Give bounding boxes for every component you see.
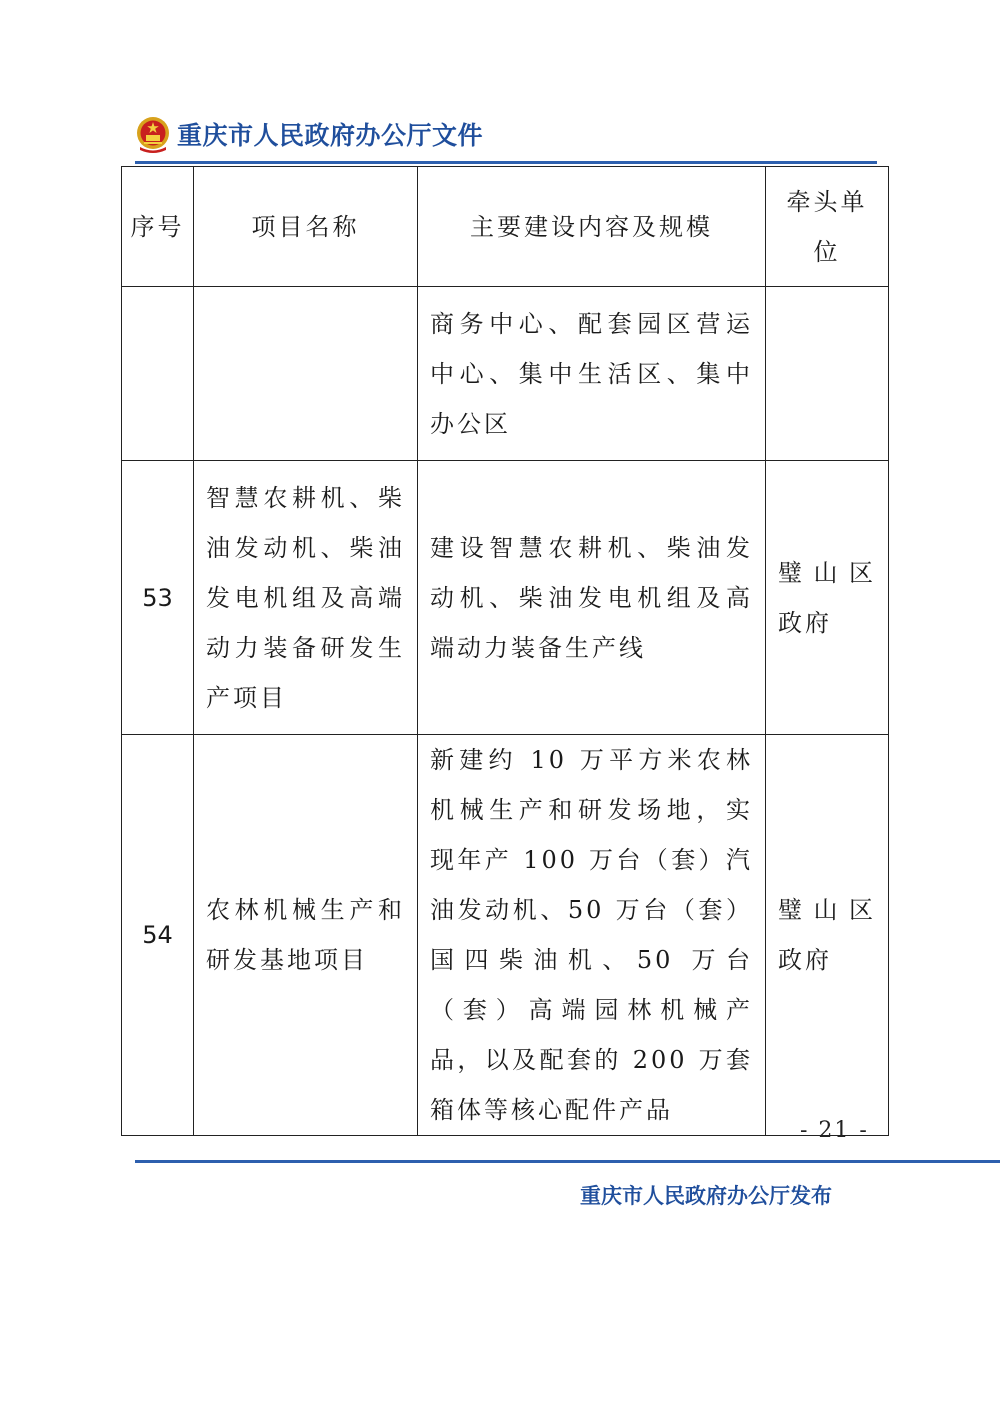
document-title: 重庆市人民政府办公厅文件 [177, 121, 484, 150]
header-divider [135, 161, 877, 164]
cell-content: 商务中心、配套园区营运中心、集中生活区、集中办公区 [418, 287, 766, 461]
cell-org [766, 287, 889, 461]
header-content: 主要建设内容及规模 [418, 167, 766, 287]
cell-content: 建设智慧农耕机、柴油发动机、柴油发电机组及高端动力装备生产线 [418, 461, 766, 735]
cell-id: 54 [122, 735, 194, 1136]
document-header [135, 112, 483, 156]
cell-name [194, 287, 418, 461]
publisher-text: 重庆市人民政府办公厅发布 [580, 1184, 832, 1208]
page-number: - 21 - [800, 1118, 869, 1143]
header-name: 项目名称 [194, 167, 418, 287]
cell-name: 智慧农耕机、柴油发动机、柴油发电机组及高端动力装备研发生产项目 [194, 461, 418, 735]
cell-name: 农林机械生产和研发基地项目 [194, 735, 418, 1136]
table-row [122, 461, 889, 735]
footer-divider [135, 1160, 1000, 1163]
table-header-row [122, 167, 889, 287]
cell-content: 新建约 10 万平方米农林机械生产和研发场地，实现年产 100 万台（套）汽油发动机、50 万台（套）国四柴油机、50 万台（套）高端园林机械产品，以及配套的 200 万套箱体等核心配件产品 [418, 735, 766, 1136]
project-table [121, 166, 889, 1136]
cell-id [122, 287, 194, 461]
table-row [122, 735, 889, 1136]
national-emblem-icon [135, 115, 171, 153]
header-id: 序号 [122, 167, 194, 287]
cell-org: 璧山区政府 [766, 735, 889, 1136]
table-row [122, 287, 889, 461]
cell-org: 璧山区政府 [766, 461, 889, 735]
header-org: 牵头单位 [766, 167, 889, 287]
cell-id: 53 [122, 461, 194, 735]
